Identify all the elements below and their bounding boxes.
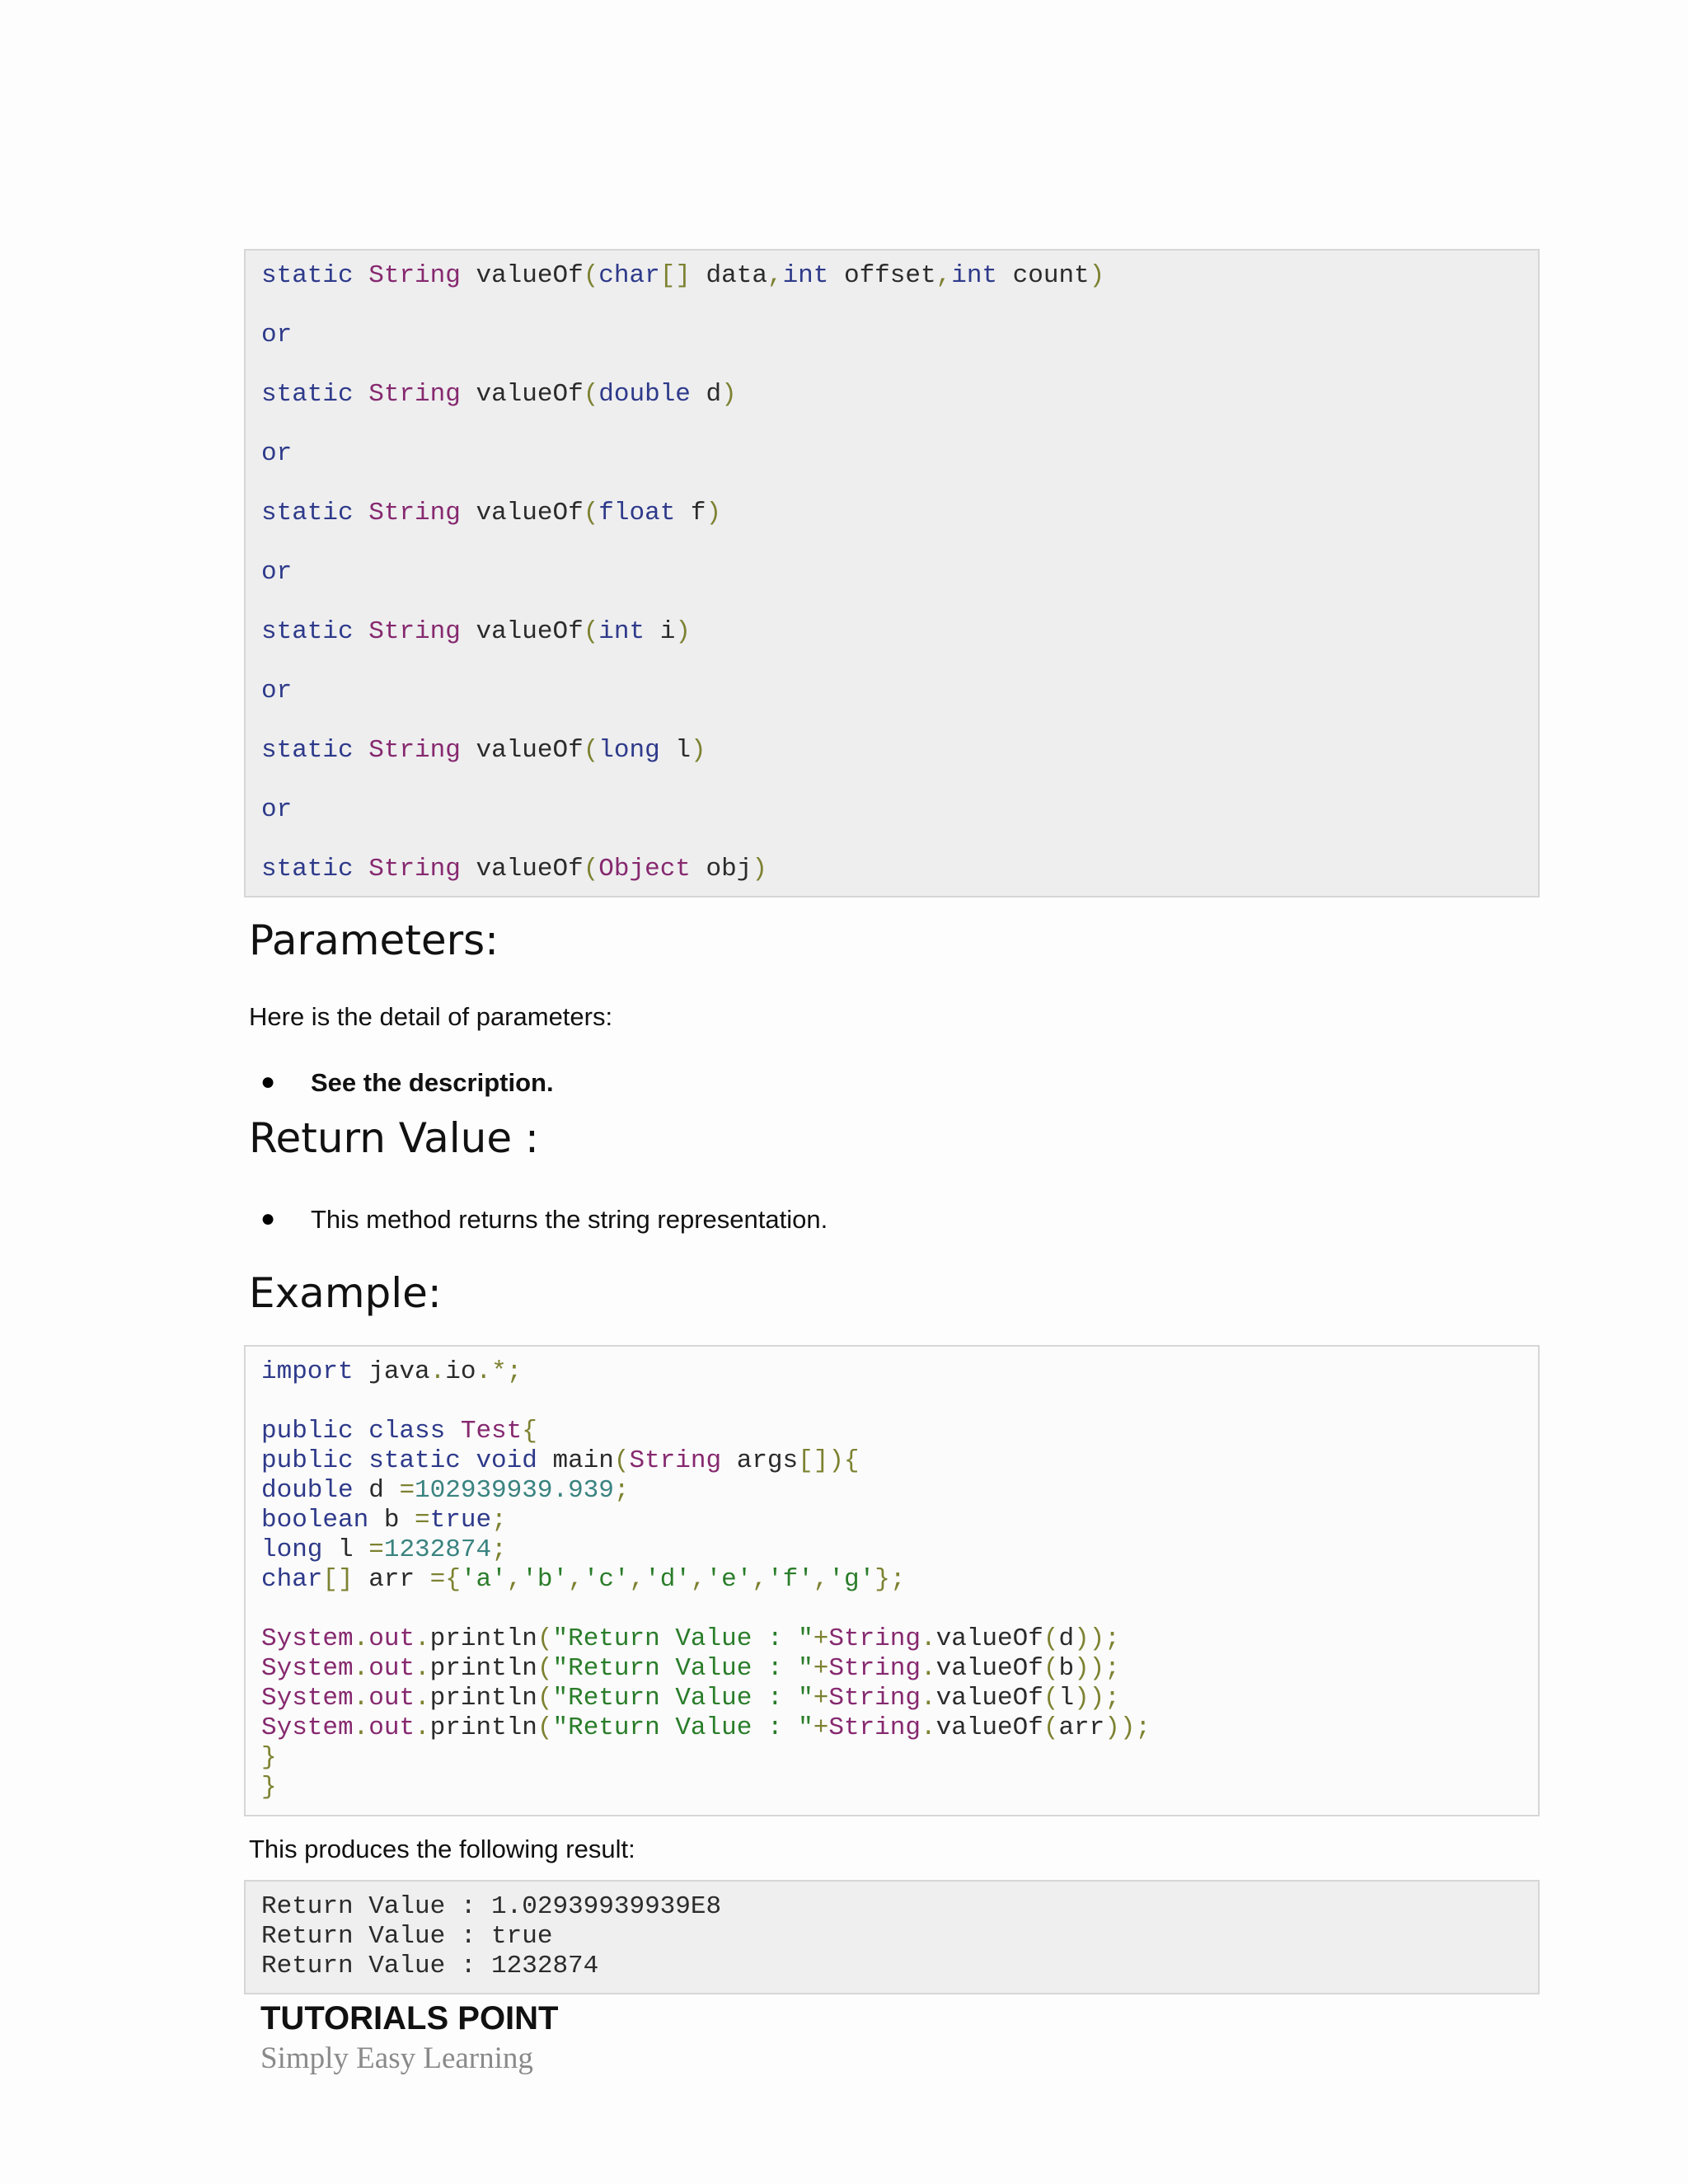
code-token: . — [921, 1624, 936, 1653]
code-token: ) — [706, 499, 722, 527]
code-token: l — [659, 736, 691, 765]
parameters-intro: Here is the detail of parameters: — [249, 1002, 613, 1031]
code-token: static — [261, 855, 369, 883]
code-token: 'd' — [645, 1565, 691, 1594]
code-token: ( — [583, 499, 599, 527]
syntax-code-line — [261, 736, 706, 766]
code-token: ( — [1043, 1713, 1059, 1742]
syntax-code-line — [261, 261, 1104, 291]
code-token: valueOf — [460, 380, 584, 409]
code-token: ( — [1043, 1654, 1059, 1683]
code-token: ) — [721, 380, 737, 409]
code-token: 102939939.939 — [415, 1476, 614, 1505]
syntax-code-line — [261, 558, 292, 588]
code-token: or — [261, 439, 293, 468]
code-token: .*; — [476, 1357, 523, 1386]
code-token: public class — [261, 1417, 461, 1446]
result-line: Return Value : 1232874 — [261, 1952, 599, 1980]
code-token: String — [368, 499, 461, 527]
code-token: arr — [353, 1565, 430, 1594]
code-token: valueOf — [935, 1654, 1043, 1683]
code-token: valueOf — [935, 1684, 1043, 1713]
code-token: or — [261, 795, 293, 824]
code-token: ( — [537, 1713, 553, 1742]
example-code-line — [261, 1773, 277, 1802]
code-token: d — [353, 1476, 400, 1505]
code-token: println — [429, 1654, 537, 1683]
code-token: valueOf — [460, 617, 584, 646]
code-token: 'f' — [767, 1565, 814, 1594]
result-intro: This produces the following result: — [249, 1835, 635, 1863]
code-token: b — [1058, 1654, 1075, 1683]
code-token: . — [353, 1654, 369, 1683]
code-token: , — [506, 1565, 523, 1594]
code-token: main — [537, 1446, 614, 1475]
code-token: String — [629, 1446, 722, 1475]
code-token: . — [415, 1624, 430, 1653]
code-token: = — [415, 1506, 430, 1535]
code-token: , — [629, 1565, 645, 1594]
code-token: valueOf — [460, 855, 584, 883]
code-token: l — [1058, 1684, 1075, 1713]
code-token: ( — [537, 1654, 553, 1683]
example-code-line — [261, 1476, 630, 1506]
code-token: = — [399, 1476, 415, 1505]
code-token: , — [752, 1565, 767, 1594]
code-token: int — [951, 261, 998, 290]
code-token: + — [813, 1684, 829, 1713]
code-token: { — [522, 1417, 537, 1446]
code-token: []){ — [798, 1446, 860, 1475]
code-token: . — [353, 1713, 369, 1742]
code-token: f — [675, 499, 706, 527]
code-token: [] — [659, 261, 691, 290]
syntax-code-line — [261, 677, 292, 706]
code-token: + — [813, 1654, 829, 1683]
code-token: io — [445, 1357, 476, 1386]
code-token: . — [415, 1684, 430, 1713]
code-token: ( — [613, 1446, 630, 1475]
code-token: , — [568, 1565, 584, 1594]
code-token: }; — [874, 1565, 906, 1594]
code-token: i — [645, 617, 676, 646]
code-token: or — [261, 321, 293, 349]
code-token: static — [261, 617, 369, 646]
code-token: . — [415, 1654, 430, 1683]
syntax-code-line — [261, 855, 767, 884]
code-token: l — [322, 1535, 369, 1564]
example-code-line — [261, 1654, 1120, 1684]
code-token: "Return Value : " — [552, 1684, 814, 1713]
code-token: valueOf — [460, 261, 584, 290]
code-token: 'e' — [706, 1565, 753, 1594]
code-token: 'a' — [460, 1565, 507, 1594]
code-token: String — [828, 1684, 921, 1713]
code-token: )); — [1074, 1684, 1120, 1713]
syntax-code-line — [261, 499, 721, 528]
code-token: out — [368, 1624, 415, 1653]
code-token: 'c' — [583, 1565, 630, 1594]
result-line: Return Value : 1.02939939939E8 — [261, 1892, 722, 1921]
code-token: 1232874 — [383, 1535, 492, 1564]
code-token: ( — [583, 736, 599, 765]
code-token: ( — [537, 1684, 553, 1713]
code-token: ) — [675, 617, 691, 646]
code-token: valueOf — [935, 1713, 1043, 1742]
syntax-code-block — [244, 249, 1540, 898]
code-token: char — [598, 261, 660, 290]
code-token: out — [368, 1654, 415, 1683]
code-token: data — [690, 261, 767, 290]
code-token: out — [368, 1713, 415, 1742]
code-token: } — [261, 1743, 277, 1772]
code-token: , — [813, 1565, 829, 1594]
footer-tagline: Simply Easy Learning — [260, 2041, 533, 2075]
code-token: or — [261, 558, 293, 587]
return-value-heading: Return Value : — [249, 1114, 539, 1162]
code-token: System — [261, 1624, 354, 1653]
code-token: ; — [491, 1506, 507, 1535]
code-token: Object — [598, 855, 691, 883]
code-token: d — [1058, 1624, 1075, 1653]
code-token: . — [415, 1713, 430, 1742]
code-token: ={ — [429, 1565, 461, 1594]
code-token: char — [261, 1565, 323, 1594]
code-token: valueOf — [460, 499, 584, 527]
code-token: System — [261, 1713, 354, 1742]
code-token: System — [261, 1654, 354, 1683]
code-token: ( — [583, 617, 599, 646]
code-token: , — [690, 1565, 706, 1594]
code-token: double — [261, 1476, 354, 1505]
code-token: ( — [583, 855, 599, 883]
result-line: Return Value : true — [261, 1922, 553, 1951]
code-token: float — [598, 499, 676, 527]
code-token: ( — [1043, 1684, 1059, 1713]
example-code-line — [261, 1743, 277, 1773]
code-token: String — [368, 855, 461, 883]
example-code-line — [261, 1684, 1120, 1713]
code-token: Test — [460, 1417, 523, 1446]
example-code-line — [261, 1417, 537, 1446]
example-heading: Example: — [249, 1269, 442, 1317]
syntax-code-line — [261, 439, 292, 469]
code-token: println — [429, 1624, 537, 1653]
code-token: ( — [537, 1624, 553, 1653]
code-token: true — [429, 1506, 492, 1535]
code-token: valueOf — [460, 736, 584, 765]
return-value-bullet-text: This method returns the string representation. — [311, 1205, 828, 1234]
code-token: String — [368, 617, 461, 646]
footer-brand: TUTORIALS POINT — [260, 2000, 559, 2036]
code-token: public static void — [261, 1446, 537, 1475]
code-token: String — [368, 736, 461, 765]
code-token: . — [353, 1684, 369, 1713]
example-code-line — [261, 1565, 905, 1595]
example-code-line — [261, 1713, 1151, 1743]
example-code-line — [261, 1446, 860, 1476]
code-token: ( — [1043, 1624, 1059, 1653]
code-token: . — [353, 1624, 369, 1653]
code-token: static — [261, 499, 369, 527]
code-token: static — [261, 380, 369, 409]
code-token: . — [921, 1713, 936, 1742]
code-token: . — [921, 1684, 936, 1713]
code-token: String — [828, 1654, 921, 1683]
code-token: String — [368, 261, 461, 290]
code-token: 'g' — [828, 1565, 875, 1594]
syntax-code-line — [261, 795, 292, 825]
code-token: ; — [613, 1476, 630, 1505]
bullet-icon: ● — [260, 1205, 276, 1232]
code-token: ) — [1089, 261, 1105, 290]
code-token: System — [261, 1684, 354, 1713]
code-token: String — [368, 380, 461, 409]
code-token: } — [261, 1773, 277, 1802]
code-token: println — [429, 1684, 537, 1713]
code-token: + — [813, 1713, 829, 1742]
code-token: d — [690, 380, 722, 409]
code-token: + — [813, 1624, 829, 1653]
code-token: out — [368, 1684, 415, 1713]
code-token: "Return Value : " — [552, 1654, 814, 1683]
parameters-heading: Parameters: — [249, 916, 499, 964]
code-token: )); — [1074, 1654, 1120, 1683]
code-token: static — [261, 736, 369, 765]
syntax-code-line — [261, 321, 292, 350]
code-token: long — [598, 736, 660, 765]
parameters-bullet-text: See the description. — [311, 1068, 554, 1097]
syntax-code-line — [261, 380, 737, 410]
code-token: boolean — [261, 1506, 369, 1535]
code-token: String — [828, 1624, 921, 1653]
code-token: long — [261, 1535, 323, 1564]
code-token: java — [353, 1357, 430, 1386]
code-token: ; — [491, 1535, 507, 1564]
code-token: static — [261, 261, 369, 290]
example-code-block — [244, 1345, 1540, 1816]
code-token: args — [721, 1446, 799, 1475]
code-token: )); — [1104, 1713, 1151, 1742]
code-token: ) — [752, 855, 767, 883]
example-code-line — [261, 1357, 522, 1387]
code-token: [] — [322, 1565, 354, 1594]
code-token: int — [782, 261, 829, 290]
result-output-block — [244, 1880, 1540, 1994]
code-token: ( — [583, 380, 599, 409]
code-token: ) — [690, 736, 706, 765]
code-token: obj — [690, 855, 753, 883]
example-code-line — [261, 1624, 1120, 1654]
syntax-code-line — [261, 617, 691, 647]
code-token: double — [598, 380, 691, 409]
code-token: 'b' — [522, 1565, 569, 1594]
code-token: valueOf — [935, 1624, 1043, 1653]
bullet-icon: ● — [260, 1068, 276, 1095]
code-token: "Return Value : " — [552, 1713, 814, 1742]
code-token: offset — [828, 261, 936, 290]
code-token: = — [368, 1535, 384, 1564]
code-token: b — [368, 1506, 415, 1535]
code-token: , — [935, 261, 952, 290]
code-token: int — [598, 617, 645, 646]
code-token: or — [261, 677, 293, 705]
example-code-line — [261, 1506, 507, 1535]
code-token: import — [261, 1357, 354, 1386]
code-token: ( — [583, 261, 599, 290]
code-token: , — [767, 261, 783, 290]
code-token: . — [921, 1654, 936, 1683]
code-token: )); — [1074, 1624, 1120, 1653]
code-token: arr — [1058, 1713, 1105, 1742]
code-token: "Return Value : " — [552, 1624, 814, 1653]
example-code-line — [261, 1535, 507, 1565]
code-token: count — [997, 261, 1090, 290]
code-token: . — [429, 1357, 446, 1386]
code-token: String — [828, 1713, 921, 1742]
code-token: println — [429, 1713, 537, 1742]
